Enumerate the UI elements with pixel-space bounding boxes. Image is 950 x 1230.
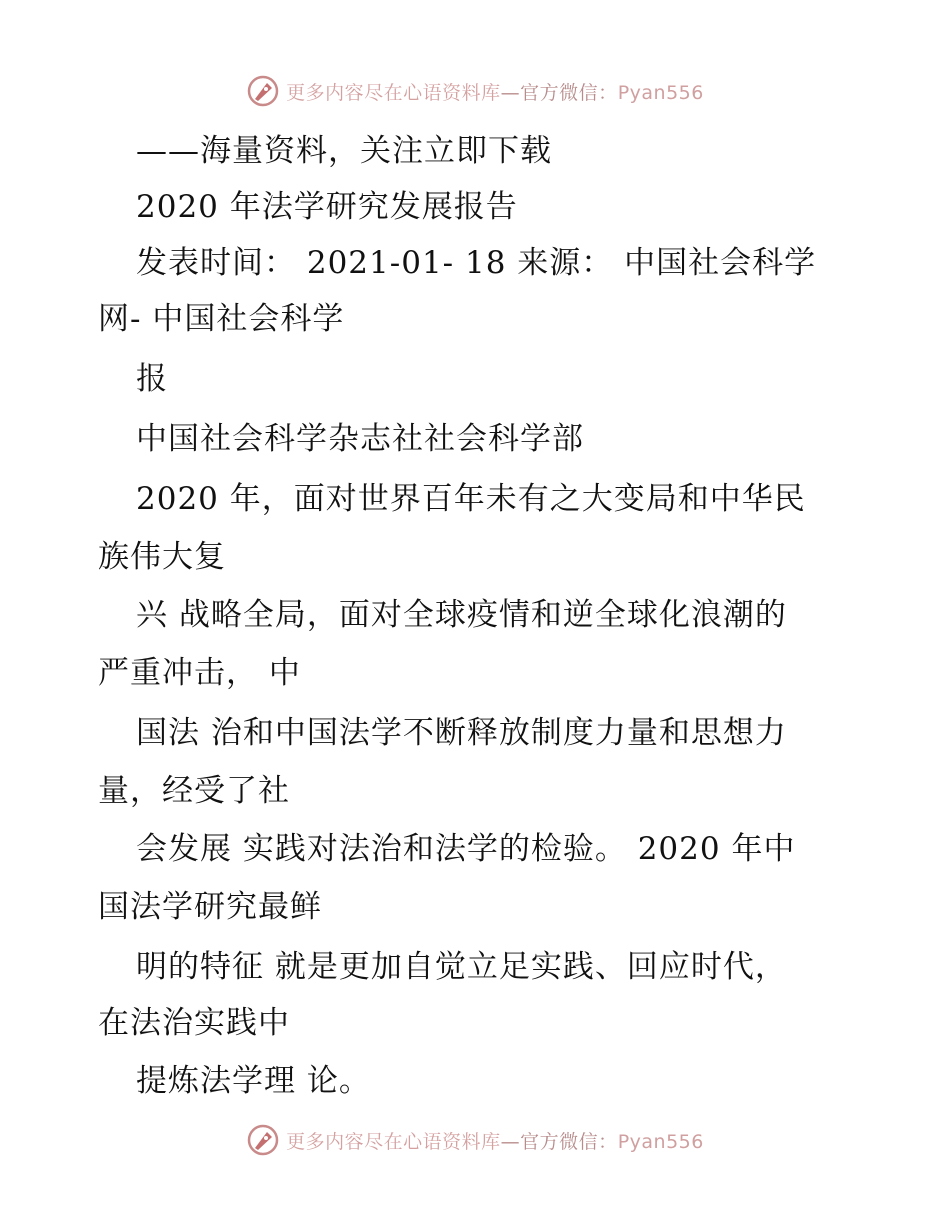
watermark-text: 更多内容尽在心语资料库—官方微信：Pyan556 bbox=[286, 1130, 704, 1153]
doc-meta-line: 发表时间： 2021-01- 18 来源： 中国社会科学 bbox=[136, 245, 817, 281]
doc-meta-line: 网- 中国社会科学 bbox=[98, 301, 345, 337]
doc-paragraph-line: 国法 治和中国法学不断释放制度力量和思想力 bbox=[136, 715, 787, 751]
doc-paragraph-line: 在法治实践中 bbox=[98, 1005, 290, 1041]
pen-nib-logo-icon bbox=[246, 74, 280, 108]
doc-author-line: 中国社会科学杂志社社会科学部 bbox=[136, 421, 584, 457]
doc-line: ——海量资料，关注立即下载 bbox=[136, 133, 552, 169]
pen-nib-logo-icon bbox=[246, 1123, 280, 1157]
doc-paragraph-line: 明的特征 就是更加自觉立足实践、回应时代， bbox=[136, 949, 787, 985]
doc-paragraph-line: 会发展 实践对法治和法学的检验。 2020 年中 bbox=[136, 831, 796, 867]
doc-paragraph-line: 国法学研究最鲜 bbox=[98, 889, 322, 925]
doc-paragraph-line: 严重冲击， 中 bbox=[98, 655, 301, 691]
watermark-banner-top bbox=[0, 71, 950, 111]
doc-title: 2020 年法学研究发展报告 bbox=[136, 189, 518, 225]
doc-paragraph-line: 2020 年，面对世界百年未有之大变局和中华民 bbox=[136, 481, 806, 517]
doc-paragraph-line: 提炼法学理 论。 bbox=[136, 1063, 371, 1099]
doc-paragraph-line: 族伟大复 bbox=[98, 539, 226, 575]
watermark-banner-bottom bbox=[0, 1120, 950, 1160]
watermark-text: 更多内容尽在心语资料库—官方微信：Pyan556 bbox=[286, 81, 704, 104]
doc-paragraph-line: 兴 战略全局，面对全球疫情和逆全球化浪潮的 bbox=[136, 597, 787, 633]
doc-meta-line: 报 bbox=[136, 361, 168, 397]
doc-paragraph-line: 量，经受了社 bbox=[98, 773, 290, 809]
